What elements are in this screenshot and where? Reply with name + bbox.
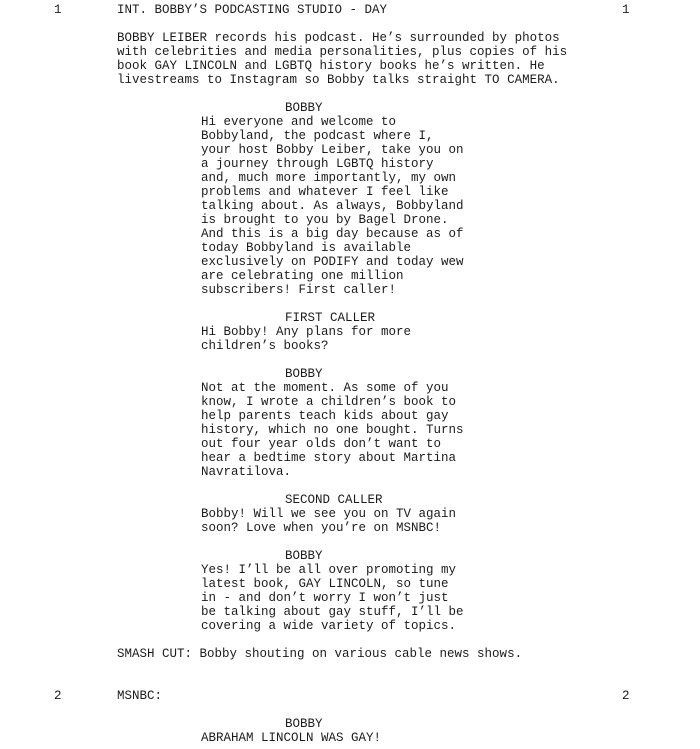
character-name: BOBBY: [285, 367, 323, 381]
scene-heading: INT. BOBBY’S PODCASTING STUDIO - DAY: [117, 3, 388, 17]
dialogue-text: Bobby! Will we see you on TV again soon? Love when you’re on MSNBC!: [201, 507, 457, 535]
dialogue-text: Yes! I’ll be all over promoting my latest book, GAY LINCOLN, so tune in - and don’t worry I won’t just be talking about gay stuff, I’ll be covering a wide variety of topics.: [201, 563, 464, 633]
character-name: SECOND CALLER: [285, 493, 383, 507]
scene-number-left: 2: [54, 689, 62, 703]
dialogue-text: ABRAHAM LINCOLN WAS GAY!: [201, 731, 382, 745]
dialogue-text: Not at the moment. As some of you know, I wrote a children’s book to help parents teach kids about gay history, which no one bought. Turns out four year olds don’t want to hear a bedtime story about Martina Navratilova.: [201, 381, 464, 479]
transition-line: SMASH CUT: Bobby shouting on various cable news shows.: [117, 647, 523, 661]
scene-number-right: 2: [622, 689, 630, 703]
action-paragraph: BOBBY LEIBER records his podcast. He’s surrounded by photos with celebrities and media personalities, plus copies of his book GAY LINCOLN and LGBTQ history books he’s written. He livestreams to Instagram so Bobby talks straight TO CAMERA.: [117, 31, 568, 87]
character-name: BOBBY: [285, 101, 323, 115]
dialogue-text: Hi everyone and welcome to Bobbyland, the podcast where I, your host Bobby Leiber, take you on a journey through LGBTQ history and, much more importantly, my own problems and whatever I feel like talking about. As always, Bobbyland is brought to you by Bagel Drone. And this is a big day because as of today Bobbyland is available exclusively on PODIFY and today wew are celebrating one million subscribers! First caller!: [201, 115, 464, 297]
scene-heading: MSNBC:: [117, 689, 163, 703]
scene-number-left: 1: [54, 3, 62, 17]
character-name: BOBBY: [285, 549, 323, 563]
dialogue-text: Hi Bobby! Any plans for more children’s books?: [201, 325, 412, 353]
character-name: FIRST CALLER: [285, 311, 376, 325]
character-name: BOBBY: [285, 717, 323, 731]
scene-number-right: 1: [622, 3, 630, 17]
